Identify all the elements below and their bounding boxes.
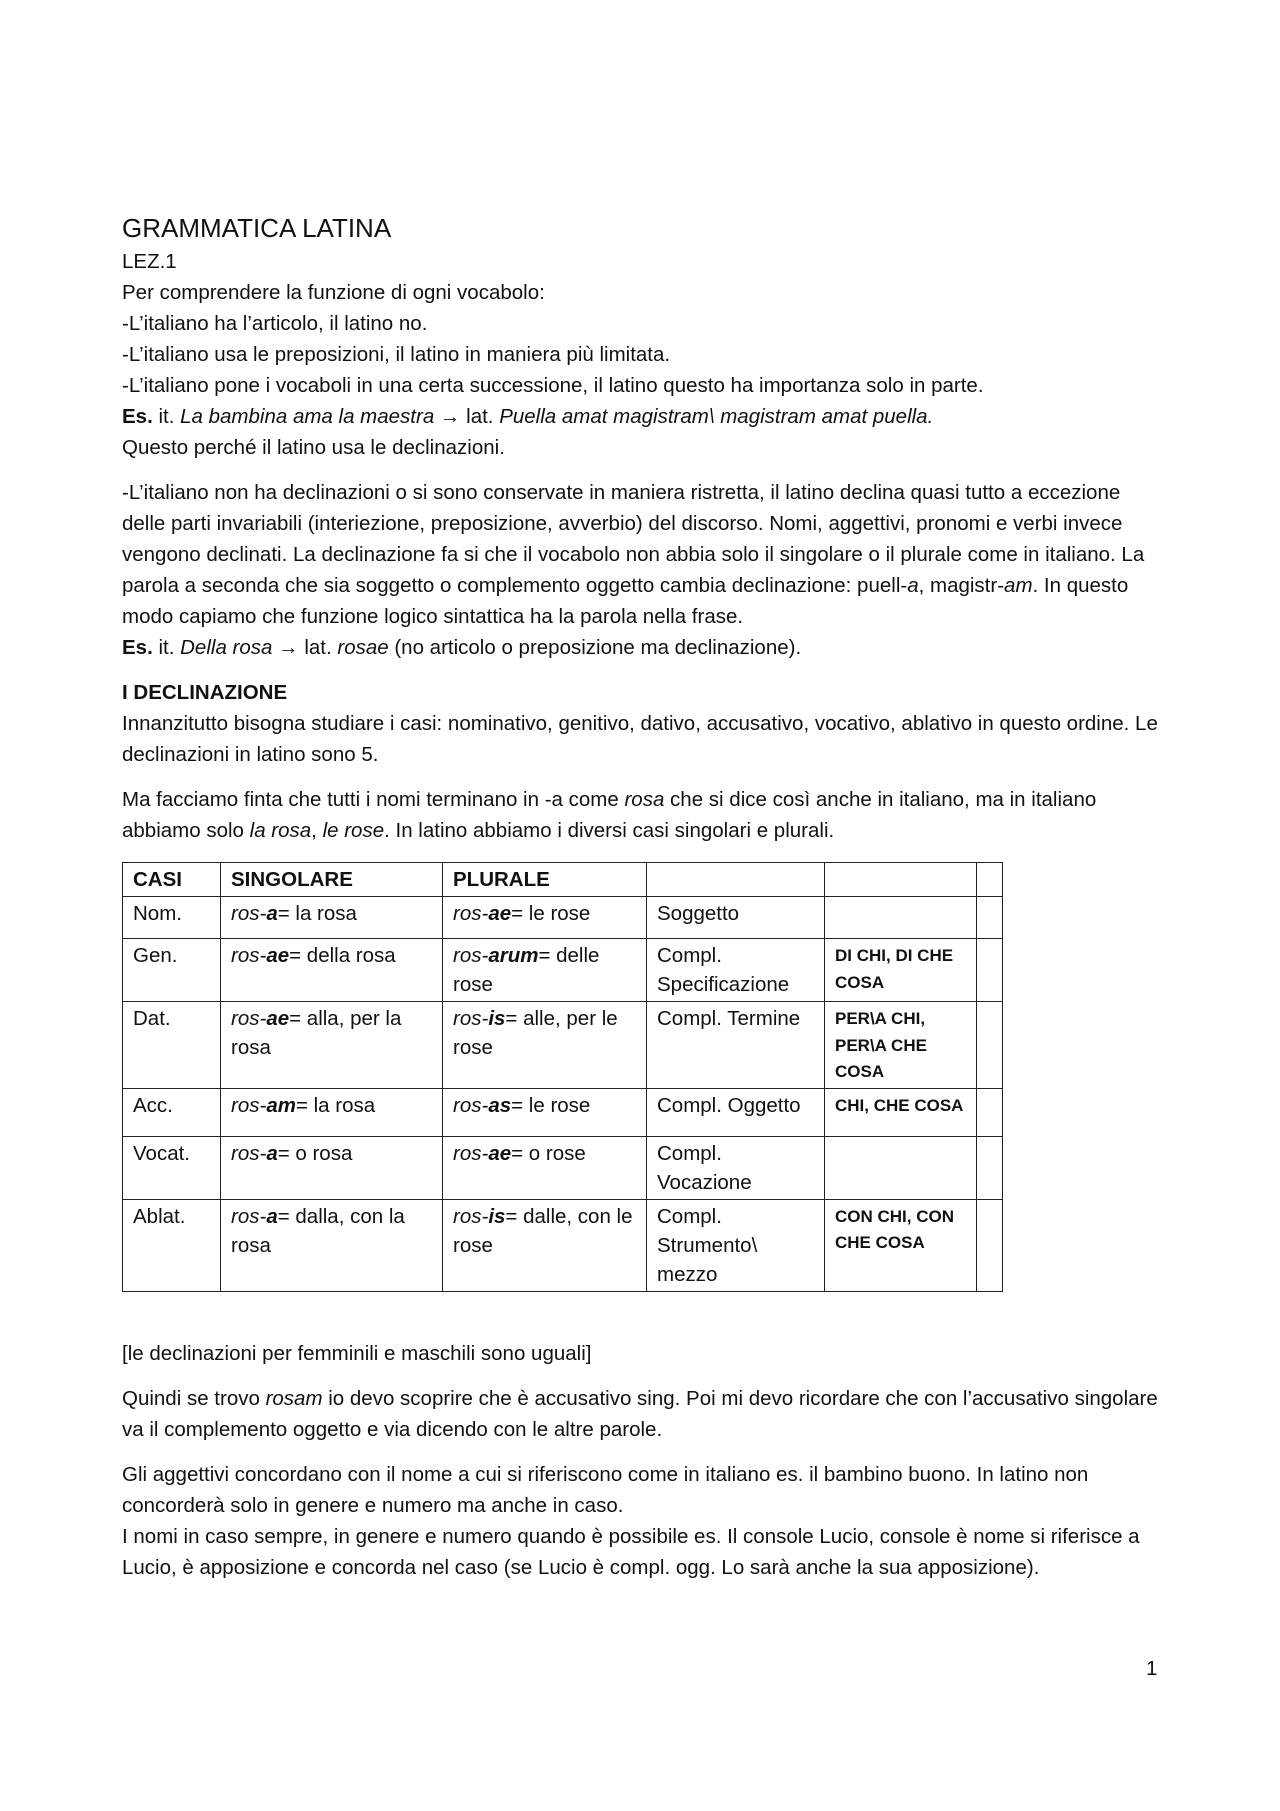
paragraph-example: Es. it. Della rosa → lat. rosae (no articolo o preposizione ma declinazione). xyxy=(122,636,802,659)
table-row xyxy=(123,939,1003,1002)
case-question: DI CHI, DI CHE COSA xyxy=(825,939,977,1002)
latin-example: Puella amat magistram\ magistram amat puella. xyxy=(499,405,934,428)
document-title: GRAMMATICA LATINA xyxy=(122,213,392,243)
paragraph-declinations: -L’italiano non ha declinazioni o si sono conservate in maniera ristretta, il latino declina quasi tutto a eccezione delle parti invariabili (interiezione, preposizione, avverbio) del discorso. Nomi, aggettivi, pronomi e verbi invece vengono declinati. La declinazione fa si che il vocabolo non abbia solo il singolare o il plurale come in italiano. La parola a seconda che sia soggetto o complemento oggetto cambia declinazione: puell-a, magistr-am. In questo modo capiamo che funzione logico sintattica ha la parola nella frase. xyxy=(122,481,1145,628)
case-name: Dat. xyxy=(123,1002,221,1089)
case-question: CON CHI, CON CHE COSA xyxy=(825,1199,977,1291)
table-row xyxy=(123,1088,1003,1136)
column-header: SINGOLARE xyxy=(221,863,443,897)
plural-form: ros-is= dalle, con le rose xyxy=(443,1199,647,1291)
singular-form: ros-a= la rosa xyxy=(221,897,443,939)
case-name: Nom. xyxy=(123,897,221,939)
table-header-row xyxy=(123,863,1003,897)
intro-line: -L’italiano usa le preposizioni, il latino in maniera più limitata. xyxy=(122,343,671,366)
plural-form: ros-arum= delle rose xyxy=(443,939,647,1002)
case-question xyxy=(825,1136,977,1199)
section-text: Innanzitutto bisogna studiare i casi: nominativo, genitivo, dativo, accusativo, vocativo, ablativo in questo ordine. Le declinazioni in latino sono 5. xyxy=(122,712,1158,766)
page-number: 1 xyxy=(1146,1657,1158,1680)
arrow-icon: → xyxy=(434,405,467,428)
plural-form: ros-ae= le rose xyxy=(443,897,647,939)
syntactic-function: Compl. Vocazione xyxy=(647,1136,825,1199)
intro-example: Es. it. La bambina ama la maestra → lat. Puella amat magistram\ magistram amat puella. xyxy=(122,405,934,428)
paragraph-apposition: I nomi in caso sempre, in genere e numero quando è possibile es. Il console Lucio, console è nome si riferisce a Lucio, è apposizione e concorda nel caso (se Lucio è compl. ogg. Lo sarà anche la sua apposizione). xyxy=(122,1524,1140,1579)
table-row xyxy=(123,1002,1003,1089)
table-row xyxy=(123,1136,1003,1199)
arrow-icon: → xyxy=(272,636,305,659)
singular-form: ros-ae= della rosa xyxy=(221,939,443,1002)
singular-form: ros-ae= alla, per la rosa xyxy=(221,1002,443,1089)
intro-line: Questo perché il latino usa le declinazioni. xyxy=(122,436,505,459)
example-label: Es. xyxy=(122,636,153,659)
case-name: Gen. xyxy=(123,939,221,1002)
singular-form: ros-a= dalla, con la rosa xyxy=(221,1199,443,1291)
section-heading: I DECLINAZIONE xyxy=(122,681,288,704)
paragraph-rosa: Ma facciamo finta che tutti i nomi terminano in -a come rosa che si dice così anche in italiano, ma in italiano abbiamo solo la rosa, le rose. In latino abbiamo i diversi casi singolari e plurali. xyxy=(122,788,1097,842)
plural-form: ros-is= alle, per le rose xyxy=(443,1002,647,1089)
paragraph-rosam: Quindi se trovo rosam io devo scoprire che è accusativo sing. Poi mi devo ricordare che con l’accusativo singolare va il complemento oggetto e via dicendo con le altre parole. xyxy=(122,1386,1158,1441)
case-question: CHI, CHE COSA xyxy=(825,1088,977,1136)
example-label: Es. xyxy=(122,405,153,428)
syntactic-function: Compl. Termine xyxy=(647,1002,825,1089)
intro-line: Per comprendere la funzione di ogni vocabolo: xyxy=(122,281,545,304)
intro-line: -L’italiano pone i vocaboli in una certa successione, il latino questo ha importanza solo in parte. xyxy=(122,374,984,397)
paragraph-adjectives: Gli aggettivi concordano con il nome a cui si riferiscono come in italiano es. il bambino buono. In latino non concorderà solo in genere e numero ma anche in caso. xyxy=(122,1462,1089,1517)
syntactic-function: Compl. Specificazione xyxy=(647,939,825,1002)
note: [le declinazioni per femminili e maschili sono uguali] xyxy=(122,1341,592,1365)
case-question xyxy=(825,897,977,939)
table-row xyxy=(123,1199,1003,1291)
plural-form: ros-as= le rose xyxy=(443,1088,647,1136)
singular-form: ros-am= la rosa xyxy=(221,1088,443,1136)
case-name: Vocat. xyxy=(123,1136,221,1199)
syntactic-function: Compl. Oggetto xyxy=(647,1088,825,1136)
case-question: PER\A CHI, PER\A CHE COSA xyxy=(825,1002,977,1089)
column-header: PLURALE xyxy=(443,863,647,897)
syntactic-function: Compl. Strumento\ mezzo xyxy=(647,1199,825,1291)
latin-example: rosae xyxy=(337,636,389,659)
column-header: CASI xyxy=(123,863,221,897)
plural-form: ros-ae= o rose xyxy=(443,1136,647,1199)
intro-line: -L’italiano ha l’articolo, il latino no. xyxy=(122,312,428,335)
italian-example: Della rosa xyxy=(180,636,273,659)
table-row xyxy=(123,897,1003,939)
lesson-label: LEZ.1 xyxy=(122,250,177,273)
case-name: Ablat. xyxy=(123,1199,221,1291)
declension-table xyxy=(122,862,1003,1292)
document-page xyxy=(122,210,1162,1583)
singular-form: ros-a= o rosa xyxy=(221,1136,443,1199)
italian-example: La bambina ama la maestra xyxy=(180,405,435,428)
case-name: Acc. xyxy=(123,1088,221,1136)
syntactic-function: Soggetto xyxy=(647,897,825,939)
